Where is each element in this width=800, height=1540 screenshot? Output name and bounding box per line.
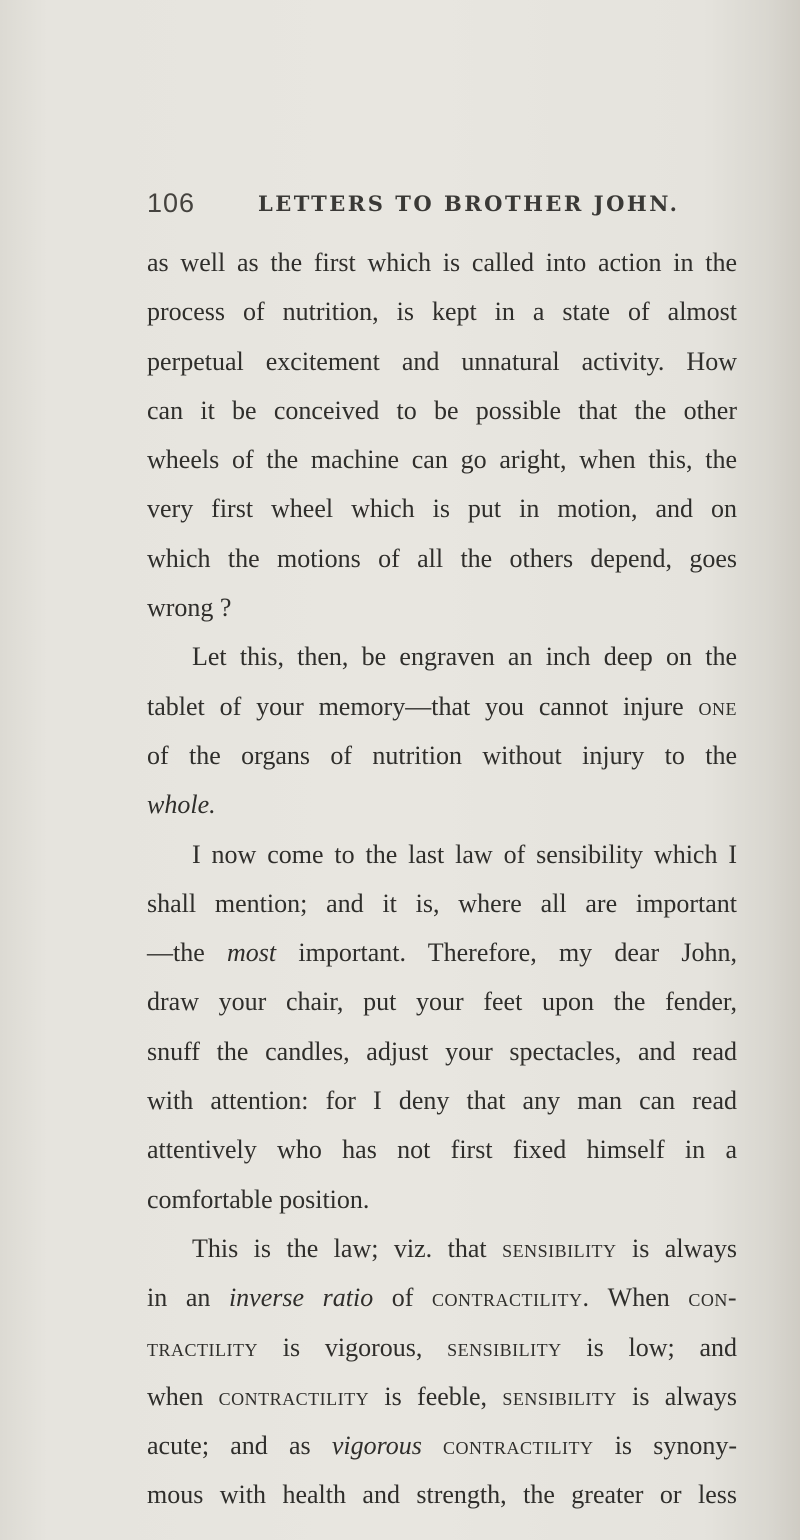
running-title: LETTERS TO BROTHER JOHN. (258, 191, 680, 216)
text-run: of (373, 1283, 433, 1313)
text-line (147, 780, 737, 829)
small-caps-run: contractility (443, 1431, 594, 1461)
text-run: is always (616, 1381, 737, 1411)
text-line (147, 682, 737, 731)
text-line: of the organs of nutrition without injury to the (147, 740, 737, 770)
italic-run: inverse ratio (228, 1283, 374, 1313)
text-line: can it be conceived to be possible that the other (147, 395, 737, 425)
small-caps-run: one (698, 691, 737, 721)
italic-run: most (227, 938, 277, 968)
text-run: This is the law; viz. that (192, 1233, 503, 1263)
text-line: with attention: for I deny that any man can read (147, 1086, 737, 1116)
paragraph-1 (147, 238, 737, 632)
text-line: as well as the first which is called into action in the (147, 248, 737, 277)
text-line: Let this, then, be engraven an inch deep on the (192, 642, 737, 672)
page-number: 106 (147, 188, 196, 218)
text-line (147, 1224, 737, 1273)
text-run: acute; and as (147, 1431, 332, 1461)
text-line: which the motions of all the others depend, goes (147, 543, 737, 573)
paragraph-4 (147, 1224, 737, 1520)
small-caps-run: sensibility (447, 1332, 562, 1362)
text-line: draw your chair, put your feet upon the fender, (147, 987, 737, 1017)
text-line: comfortable position. (147, 1184, 370, 1214)
text-run: tablet of your memory—that you cannot injure (147, 691, 699, 721)
text-line (147, 1323, 737, 1372)
italic-run: vigorous (331, 1431, 422, 1461)
text-run (422, 1431, 443, 1460)
text-run: is always (616, 1233, 738, 1263)
text-run: in an (147, 1283, 229, 1313)
paragraph-3 (147, 830, 737, 1224)
text-run: is low; and (561, 1332, 737, 1362)
text-run: When (589, 1283, 689, 1313)
text-line: process of nutrition, is kept in a state of almost (147, 297, 737, 327)
text-run: —the (147, 938, 228, 968)
small-caps-run: contractility (218, 1381, 370, 1411)
small-caps-run: tractility (147, 1332, 258, 1362)
text-line: very first wheel which is put in motion, and on (147, 494, 737, 524)
text-line: mous with health and strength, the greater or less (147, 1480, 737, 1510)
text-line: I now come to the last law of sensibility which I (192, 839, 737, 869)
text-line (147, 928, 737, 977)
italic-run: whole. (147, 790, 216, 820)
text-line (147, 1273, 737, 1322)
text-line: perpetual excitement and unnatural activity. How (147, 346, 737, 376)
small-caps-run: contractility. (432, 1283, 590, 1313)
text-line (147, 1421, 737, 1470)
text-line: shall mention; and it is, where all are important (147, 888, 737, 918)
small-caps-run: sensibility (502, 1233, 617, 1263)
text-line: wheels of the machine can go aright, when this, the (147, 445, 737, 475)
body-text (147, 238, 737, 1520)
small-caps-run: con- (688, 1283, 737, 1313)
text-run: is feeble, (369, 1381, 503, 1411)
text-line: wrong ? (147, 593, 232, 623)
text-run: when (147, 1381, 219, 1411)
text-line: snuff the candles, adjust your spectacles, and read (147, 1036, 737, 1066)
text-line: attentively who has not first fixed himself in a (147, 1135, 737, 1165)
text-run: is synony- (593, 1431, 738, 1461)
page-header (147, 188, 727, 222)
paragraph-2 (147, 632, 737, 829)
text-line (147, 1372, 737, 1421)
text-run: important. Therefore, my dear John, (276, 938, 738, 968)
small-caps-run: sensibility (502, 1381, 617, 1411)
text-run: is vigorous, (257, 1332, 448, 1362)
